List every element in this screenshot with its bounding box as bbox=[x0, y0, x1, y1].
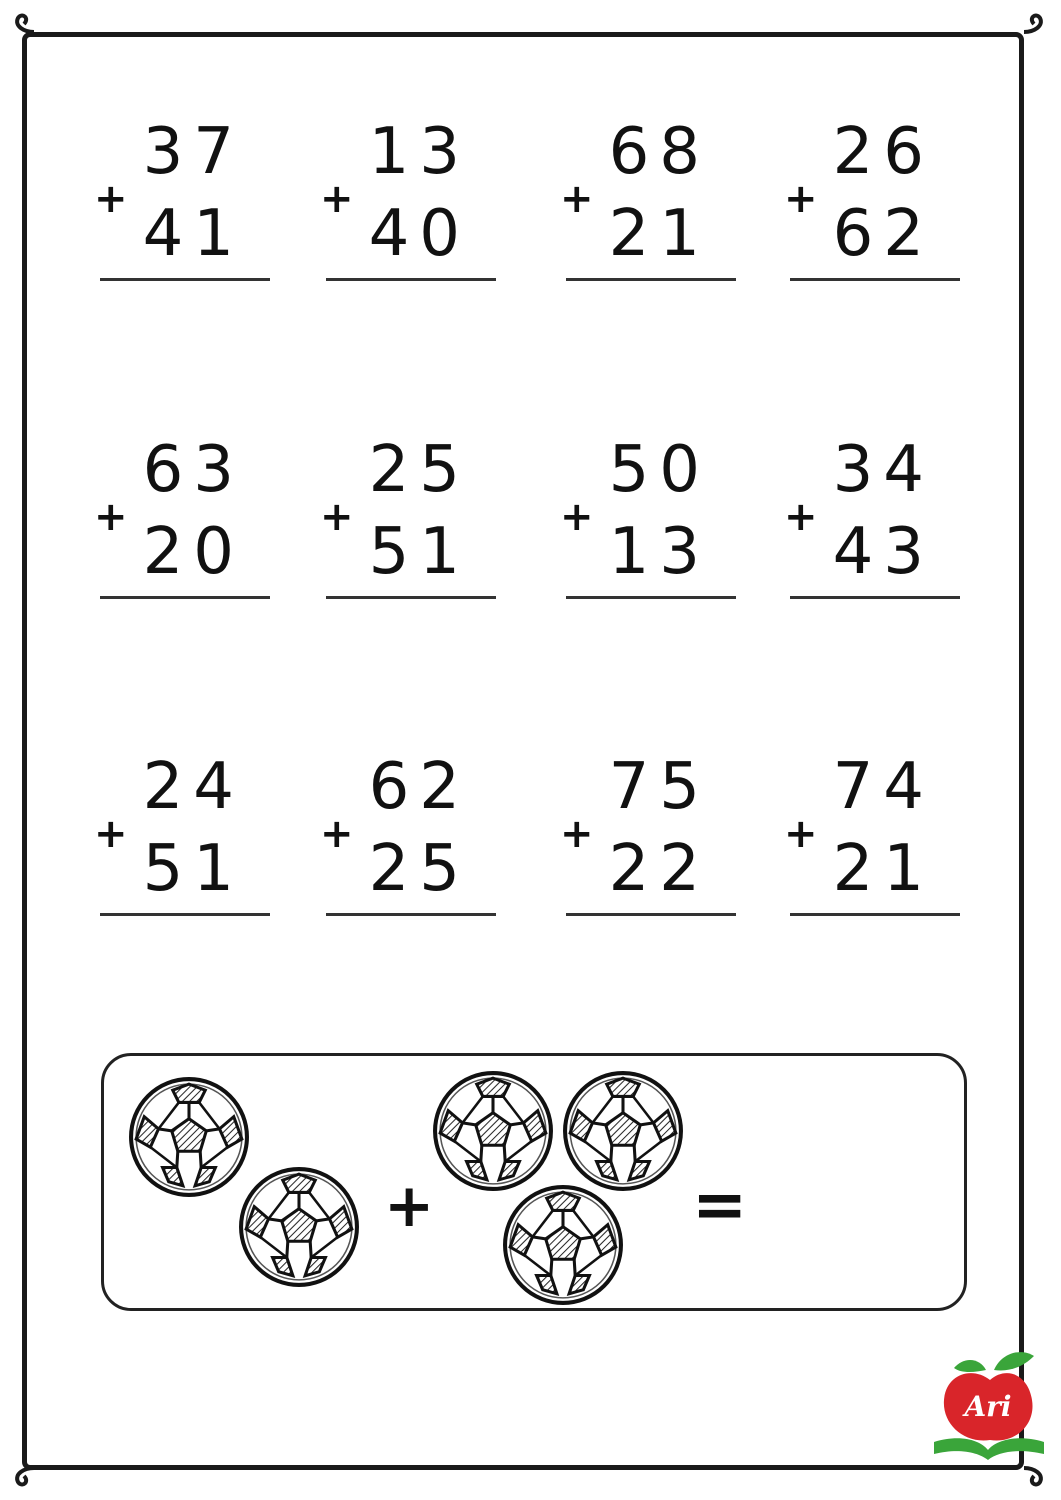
plus-sign: + bbox=[560, 811, 594, 857]
plus-sign: + bbox=[94, 811, 128, 857]
plus-sign: + bbox=[320, 176, 354, 222]
addition-problem bbox=[784, 433, 970, 618]
answer-line[interactable] bbox=[100, 278, 270, 281]
answer-line[interactable] bbox=[566, 278, 736, 281]
addend-top: 37 bbox=[142, 115, 244, 189]
answer-line[interactable] bbox=[790, 596, 960, 599]
answer-line[interactable] bbox=[566, 596, 736, 599]
answer-line[interactable] bbox=[326, 278, 496, 281]
addend-top: 74 bbox=[832, 750, 934, 824]
plus-sign: + bbox=[784, 811, 818, 857]
plus-sign: + bbox=[384, 1171, 435, 1241]
corner-swirl-icon bbox=[4, 12, 38, 46]
answer-line[interactable] bbox=[326, 596, 496, 599]
addend-top: 75 bbox=[608, 750, 710, 824]
addition-problem bbox=[560, 115, 746, 300]
addend-bottom: 21 bbox=[608, 197, 710, 271]
plus-sign: + bbox=[320, 494, 354, 540]
equals-sign: = bbox=[692, 1166, 748, 1243]
addend-bottom: 41 bbox=[142, 197, 244, 271]
addend-top: 62 bbox=[368, 750, 470, 824]
soccer-ball-icon bbox=[502, 1184, 624, 1306]
answer-line[interactable] bbox=[100, 596, 270, 599]
addition-problem bbox=[320, 750, 506, 935]
addend-bottom: 51 bbox=[142, 832, 244, 906]
addition-problem bbox=[94, 115, 280, 300]
addend-top: 34 bbox=[832, 433, 934, 507]
addend-top: 50 bbox=[608, 433, 710, 507]
plus-sign: + bbox=[94, 176, 128, 222]
answer-line[interactable] bbox=[790, 278, 960, 281]
plus-sign: + bbox=[560, 494, 594, 540]
addend-bottom: 20 bbox=[142, 515, 244, 589]
addend-top: 26 bbox=[832, 115, 934, 189]
addend-bottom: 43 bbox=[832, 515, 934, 589]
soccer-ball-icon bbox=[562, 1070, 684, 1192]
addend-top: 68 bbox=[608, 115, 710, 189]
plus-sign: + bbox=[560, 176, 594, 222]
addend-bottom: 22 bbox=[608, 832, 710, 906]
addition-problem bbox=[94, 433, 280, 618]
addition-problem bbox=[784, 115, 970, 300]
addend-bottom: 51 bbox=[368, 515, 470, 589]
soccer-ball-icon bbox=[128, 1076, 250, 1198]
answer-line[interactable] bbox=[566, 913, 736, 916]
soccer-ball-icon bbox=[238, 1166, 360, 1288]
addition-problem bbox=[320, 433, 506, 618]
plus-sign: + bbox=[784, 176, 818, 222]
apple-book-logo bbox=[924, 1344, 1052, 1464]
addition-problem bbox=[94, 750, 280, 935]
answer-line[interactable] bbox=[790, 913, 960, 916]
soccer-ball-icon bbox=[432, 1070, 554, 1192]
addition-problem bbox=[320, 115, 506, 300]
addition-problem bbox=[560, 750, 746, 935]
corner-swirl-icon bbox=[1020, 12, 1054, 46]
logo-text: Ari bbox=[964, 1390, 1012, 1423]
plus-sign: + bbox=[94, 494, 128, 540]
answer-line[interactable] bbox=[100, 913, 270, 916]
addend-bottom: 62 bbox=[832, 197, 934, 271]
addend-top: 25 bbox=[368, 433, 470, 507]
addend-bottom: 25 bbox=[368, 832, 470, 906]
addend-bottom: 21 bbox=[832, 832, 934, 906]
plus-sign: + bbox=[320, 811, 354, 857]
addition-problem bbox=[784, 750, 970, 935]
corner-swirl-icon bbox=[4, 1454, 38, 1488]
addition-problem bbox=[560, 433, 746, 618]
answer-line[interactable] bbox=[326, 913, 496, 916]
addend-bottom: 40 bbox=[368, 197, 470, 271]
addend-top: 63 bbox=[142, 433, 244, 507]
plus-sign: + bbox=[784, 494, 818, 540]
addend-top: 13 bbox=[368, 115, 470, 189]
addend-top: 24 bbox=[142, 750, 244, 824]
addend-bottom: 13 bbox=[608, 515, 710, 589]
